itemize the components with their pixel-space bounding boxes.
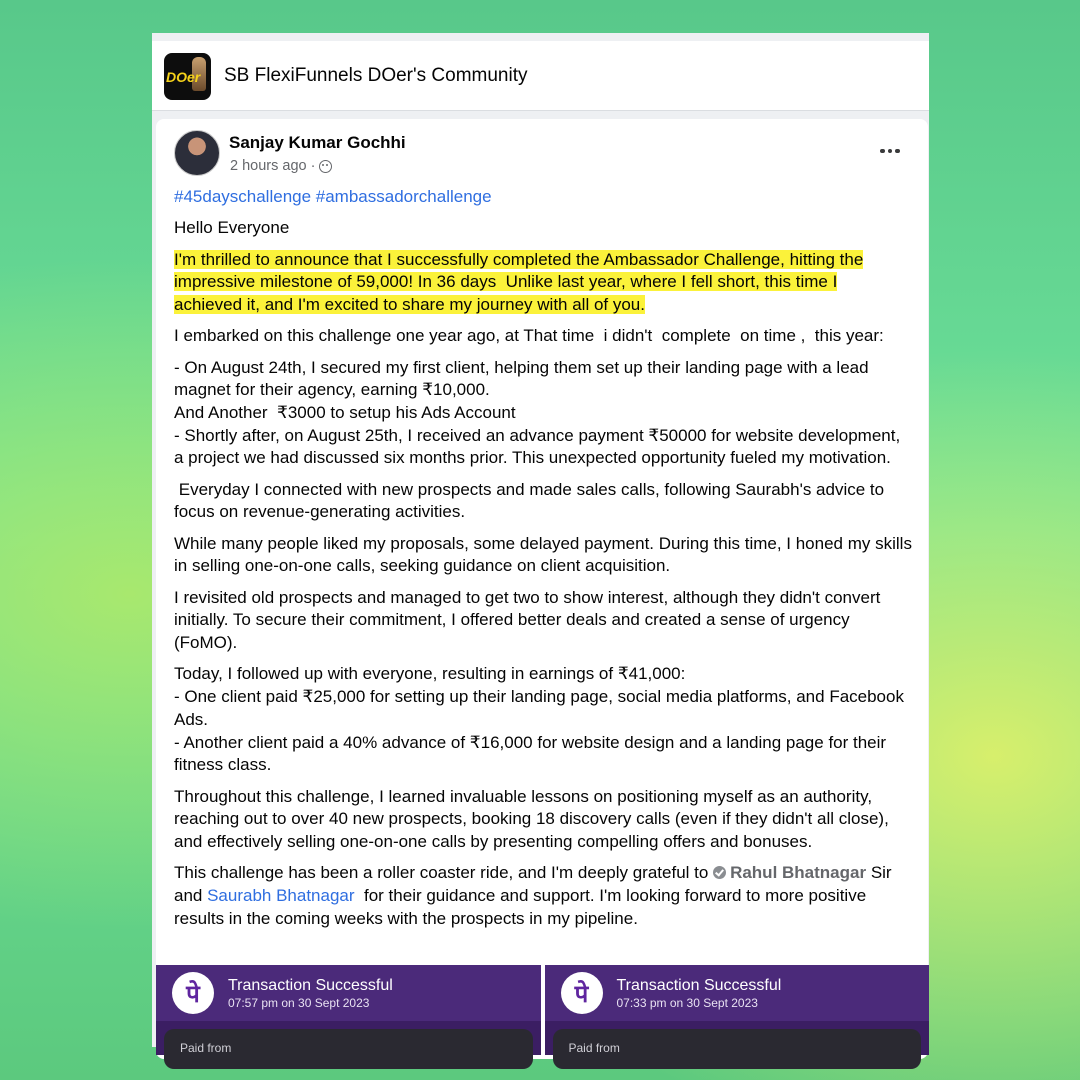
post-time[interactable]: 2 hours ago xyxy=(230,158,307,174)
highlighted-announcement xyxy=(174,249,914,317)
transaction-title: Transaction Successful xyxy=(616,977,782,994)
paragraph: I embarked on this challenge one year ago, at That time i didn't complete on time , this year: xyxy=(174,326,884,346)
group-logo[interactable] xyxy=(164,53,211,100)
paragraph: I revisited old prospects and managed to get two to show interest, although they didn't convert initially. To secure their commitment, I offered better deals and created a sense of urgency (FoMO). xyxy=(174,587,886,653)
post-meta xyxy=(230,158,332,174)
thanks-text: This challenge has been a roller coaster ride, and I'm deeply grateful to xyxy=(174,863,714,883)
transaction-screenshot[interactable] xyxy=(545,965,930,1055)
post-card xyxy=(156,119,928,1059)
transaction-time: 07:57 pm on 30 Sept 2023 xyxy=(228,996,370,1010)
more-options-button[interactable] xyxy=(876,141,904,161)
paragraph: Throughout this challenge, I learned invaluable lessons on positioning myself as an authority, reaching out to over 40 new prospects, booking 18 discovery calls (even if they didn't all close), and effectively selling one-on-one calls by presenting compelling offers and bonuses. xyxy=(174,786,894,851)
thanks-text: Sir and xyxy=(174,863,897,905)
highlight-line: achieved it, and I'm excited to share my journey with all of you. xyxy=(174,295,645,314)
phonepe-icon: पे xyxy=(172,972,214,1014)
paragraph: While many people liked my proposals, some delayed payment. During this time, I honed my skills in selling one-on-one calls, seeking guidance on client acquisition. xyxy=(174,533,917,576)
transaction-screenshot[interactable] xyxy=(156,965,541,1055)
mention-saurabh[interactable]: Saurabh Bhatnagar xyxy=(207,885,355,905)
post-body xyxy=(174,186,917,939)
facebook-post-frame xyxy=(152,33,929,1055)
group-logo-text: DOer xyxy=(166,69,201,85)
author-avatar[interactable] xyxy=(174,130,220,176)
group-name[interactable]: SB FlexiFunnels DOer's Community xyxy=(224,65,528,86)
globe-icon[interactable] xyxy=(319,160,332,173)
verified-icon xyxy=(713,866,726,879)
more-dot-icon xyxy=(888,149,893,154)
paragraph-thanks xyxy=(174,862,914,930)
greeting: Hello Everyone xyxy=(174,218,290,238)
group-header[interactable] xyxy=(152,41,929,111)
meta-separator: · xyxy=(310,158,316,174)
phonepe-icon: पे xyxy=(561,972,603,1014)
more-dot-icon xyxy=(895,149,900,154)
hashtags[interactable]: #45dayschallenge #ambassadorchallenge xyxy=(174,187,492,206)
transaction-card xyxy=(553,1029,922,1069)
transaction-time: 07:33 pm on 30 Sept 2023 xyxy=(616,996,758,1010)
thanks-text: for their guidance and support. I'm looking forward to more positive results in the coming weeks with the prospects in my pipeline. xyxy=(174,885,871,928)
mention-rahul[interactable]: Rahul Bhatnagar xyxy=(730,863,867,883)
paragraph: Everyday I connected with new prospects and made sales calls, following Saurabh's advice to focus on revenue-generating activities. xyxy=(174,479,889,522)
transaction-title: Transaction Successful xyxy=(228,977,393,994)
transaction-card-label: Paid from xyxy=(180,1041,232,1055)
highlight-line: impressive milestone of 59,000! In 36 days Unlike last year, where I fell short, this time I xyxy=(174,272,838,292)
author-name[interactable]: Sanjay Kumar Gochhi xyxy=(229,133,406,152)
more-dot-icon xyxy=(880,149,885,154)
highlight-line: I'm thrilled to announce that I successfully completed the Ambassador Challenge, hitting the xyxy=(174,249,864,269)
paragraph: Today, I followed up with everyone, resulting in earnings of ₹41,000: - One client paid ₹25,000 for setting up their landing page, social media platforms, and Facebook Ads. - Another client paid a 40% advance of ₹16,000 for website design and a landing page for their fitness class. xyxy=(174,664,904,775)
transaction-card-label: Paid from xyxy=(568,1041,620,1055)
paragraph: - On August 24th, I secured my first client, helping them set up their landing page with a lead magnet for their agency, earning ₹10,000. And Another ₹3000 to setup his Ads Account - Shortly after, on August 25th, I received an advance payment ₹50000 for website development, a project we had discussed six months prior. This unexpected opportunity fueled my motivation. xyxy=(174,357,901,468)
image-attachments xyxy=(156,965,929,1055)
transaction-card xyxy=(164,1029,533,1069)
